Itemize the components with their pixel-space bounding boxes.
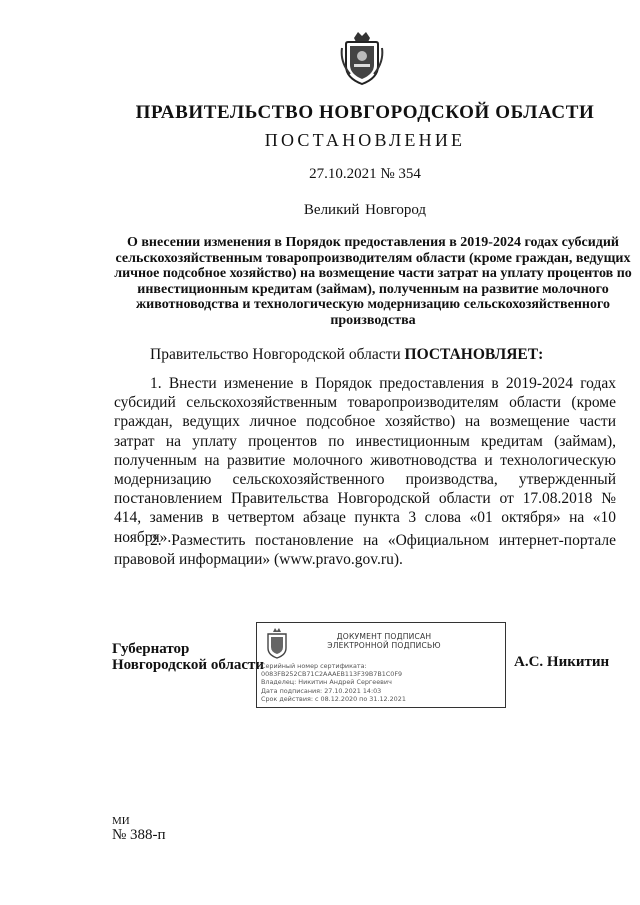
paragraph-2: 2. Разместить постановление на «Официальном интернет-портале правовой информации» (www.pravo.gov.ru).	[114, 532, 616, 569]
stamp-sign-date: Дата подписания: 27.10.2021 14:03	[261, 686, 382, 695]
stamp-cert-label: Серийный номер сертификата:	[261, 662, 367, 670]
stamp-title	[309, 632, 459, 650]
date-number: 27.10.2021 № 354	[309, 166, 421, 182]
stamp-owner: Владелец: Никитин Андрей Сергеевич	[261, 678, 392, 687]
registration-code: № 388-п	[112, 827, 166, 843]
position-line-1: Губернатор	[112, 641, 190, 657]
stamp-validity: Срок действия: с 08.12.2020 по 31.12.2021	[261, 694, 406, 703]
stamp-cert-number: 0083FB252CB71C2AAAEB113F39B7B1C0F9	[261, 670, 403, 679]
document-type: ПОСТАНОВЛЕНИЕ	[264, 130, 466, 150]
city: Великий Новгород	[303, 202, 427, 218]
document-code	[112, 814, 166, 842]
decree-intro-text: Правительство Новгородской области	[150, 346, 405, 363]
stamp-title-line-1: ДОКУМЕНТ ПОДПИСАН	[336, 632, 432, 641]
document-subject: О внесении изменения в Порядок предоставления в 2019-2024 годах субсидий сельскохозяйственным товаропроизводителям области (кроме граждан, ведущих личное подсобное хозяйство) на возмещение части затрат на уплату процентов по инвестиционным кредитам (займам), полученным на развитие молочного животноводства и технологическую модернизацию сельскохозяйственного производства	[114, 235, 632, 328]
decree-intro-bold: ПОСТАНОВЛЯЕТ:	[404, 346, 544, 363]
electronic-signature-stamp	[256, 622, 506, 708]
stamp-emblem-icon	[265, 626, 289, 660]
signatory-name: А.С. Никитин	[514, 654, 610, 670]
government-title: ПРАВИТЕЛЬСТВО НОВГОРОДСКОЙ ОБЛАСТИ	[135, 102, 595, 123]
stamp-title-line-2: ЭЛЕКТРОННОЙ ПОДПИСЬЮ	[327, 641, 441, 650]
paragraph-1: 1. Внести изменение в Порядок предоставления в 2019-2024 годах субсидий сельскохозяйственным товаропроизводителям области (кроме граждан, ведущих личное подсобное хозяйство) на возмещение части затрат на уплату процентов по инвестиционным кредитам (займам), полученным на развитие молочного животноводства и технологическую модернизацию сельскохозяйственного производства, утвержденный постановлением Правительства Новгородской области от 17.08.2018 № 414, заменив в четвертом абзаце пункта 3 слова «01 октября» на «10 ноября».	[114, 375, 616, 546]
decree-intro	[150, 346, 543, 364]
position-line-2: Новгородской области	[112, 657, 265, 673]
executor-initials: МИ	[112, 815, 130, 827]
stamp-details	[261, 662, 406, 703]
signatory-position	[112, 641, 264, 673]
coat-of-arms-emblem	[340, 28, 384, 88]
